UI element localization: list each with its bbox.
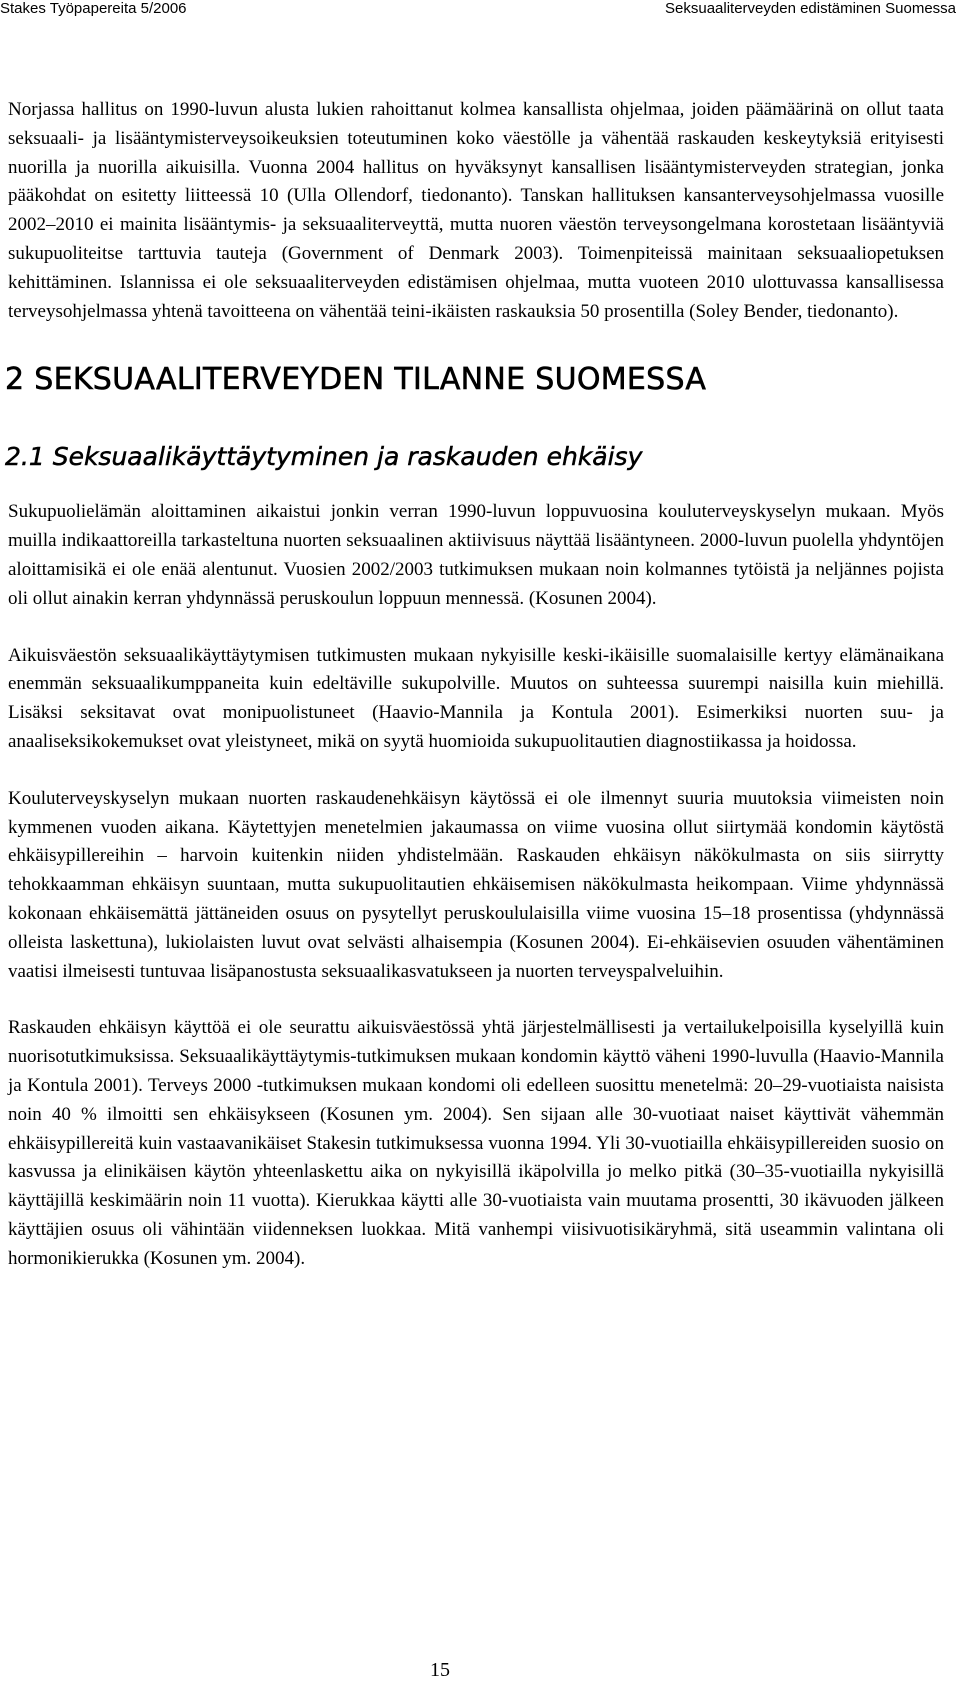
paragraph-adult-contraception: Raskauden ehkäisyn käyttöä ei ole seurattu aikuisväestössä yhtä järjestelmällisesti ja vertailukelpoisilla kyselyillä kuin nuorisotutkimuksissa. Seksuaalikäyttäytymis-tutkimuksen mukaan kondomin käyttö väheni 1990-luvulla (Haavio-Mannila ja Kontula 2001). Terveys 2000 -tutkimuksen mukaan kondomi oli edelleen suosittu menetelmä: 20–29-vuotiaista naisista noin 40 % ilmoitti sen ehkäisykseen (Kosunen ym. 2004). Sen sijaan alle 30-vuotiaat naiset käyttivät vähemmän ehkäisypillereitä kuin vastaavanikäiset Stakesin tutkimuksessa vuonna 1994. Yli 30-vuotiailla ehkäisypillereiden suosio on kasvussa ja elinikäisen käytön yhteenlaskettu aika on nykyisillä ikäpolvilla jo melko pitkä (30–35-vuotiailla nykyisillä käyttäjillä keskimäärin noin 11 vuotta). Kierukkaa käytti alle 30-vuotiaista vain muutama prosentti, 30 ikävuoden jälkeen käyttäjien osuus oli vähintään viidenneksen luokkaa. Mitä vanhempi viisivuotisikäryhmä, sitä useammin valintana oli hormonikierukka (Kosunen ym. 2004). bbox=[8, 1017, 944, 1269]
header-document-title: Seksuaaliterveyden edistäminen Suomessa bbox=[665, 0, 956, 17]
running-header bbox=[0, 0, 960, 30]
section-heading: 2.1 Seksuaalikäyttäytyminen ja raskauden ehkäisy bbox=[5, 442, 643, 472]
paragraph-adult-behaviour: Aikuisväestön seksuaalikäyttäytymisen tutkimusten mukaan nykyisille keski-ikäisille suomalaisille kertyy elämänaikana enemmän seksuaalikumppaneita kuin edeltäville sukupolville. Muutos on suhteessa suurempi naisilla kuin miehillä. Lisäksi seksitavat ovat monipuolistuneet (Haavio-Mannila ja Kontula 2001). Esimerkiksi nuorten suu- ja anaaliseksikokemukset ovat yleistyneet, mikä on syytä huomioida sukupuolitautien diagnostiikassa ja hoidossa. bbox=[8, 644, 944, 752]
chapter-heading: 2 SEKSUAALITERVEYDEN TILANNE SUOMESSA bbox=[5, 362, 707, 398]
page-number: 15 bbox=[430, 1659, 450, 1681]
header-publication-series: Stakes Työpapereita 5/2006 bbox=[0, 0, 187, 17]
paragraph-youth-contraception: Kouluterveyskyselyn mukaan nuorten raskaudenehkäisyn käytössä ei ole ilmennyt suuria muutoksia viimeisten noin kymmenen vuoden aikana. Käytettyjen menetelmien jakaumassa on viime vuosina ollut siirtymää kondomin käytöstä ehkäisypillereihin – harvoin kuitenkin niiden yhdistelmään. Raskauden ehkäisyn näkökulmasta on siis siirrytty tehokkaamman ehkäisyn suuntaan, mutta sukupuolitautien ehkäisemisen näkökulmasta heikompaan. Viime yhdynnässä kokonaan ehkäisemättä jättäneiden osuus on pysytellyt peruskoululaisilla viime vuosina 15–18 prosentissa (yhdynnässä olleista laskettuna), lukiolaisten luvut ovat selvästi alhaisempia (Kosunen 2004). Ei-ehkäisevien osuuden vähentäminen vaatisi ilmeisesti tuntuvaa lisäpanostusta seksuaalikasvatukseen ja nuorten terveyspalveluihin. bbox=[8, 787, 944, 982]
body-content bbox=[5, 96, 944, 1302]
paragraph-nordic-programs: Norjassa hallitus on 1990-luvun alusta lukien rahoittanut kolmea kansallista ohjelmaa, joiden päämäärinä on ollut taata seksuaali- ja lisääntymisterveysoikeuksien toteutuminen koko väestölle ja vähentää raskauden keskeytyksiä erityisesti nuorilla ja nuorilla aikuisilla. Vuonna 2004 hallitus on hyväksynyt kansallisen lisääntymisterveyden strategian, jonka pääkohdat on esitetty liitteessä 10 (Ulla Ollendorf, tiedonanto). Tanskan hallituksen kansanterveysohjelmassa vuosille 2002–2010 ei mainita lisääntymis- ja seksuaaliterveyttä, mutta nuoren väestön terveysongelmana korostetaan lisääntyviä sukupuoliteitse tarttuvia tauteja (Government of Denmark 2003). Toimenpiteissä mainitaan seksuaaliopetuksen kehittäminen. Islannissa ei ole seksuaaliterveyden edistämisen ohjelmaa, mutta vuoteen 2010 ulottuvassa kansallisessa terveysohjelmassa yhtenä tavoitteena on vähentää teini-ikäisten raskauksia 50 prosentilla (Soley Bender, tiedonanto). bbox=[8, 99, 944, 322]
paragraph-sexual-debut: Sukupuolielämän aloittaminen aikaistui jonkin verran 1990-luvun loppuvuosina kouluterveyskyselyn mukaan. Myös muilla indikaattoreilla tarkasteltuna nuorten seksuaalinen aktiivisuus näyttää lisääntyneen. 2000-luvun puolella yhdyntöjen aloittamisikä ei ole enää alentunut. Vuosien 2002/2003 tutkimuksen mukaan noin kolmannes tytöistä ja neljännes pojista oli ollut ainakin kerran yhdynnässä peruskoulun loppuun mennessä. (Kosunen 2004). bbox=[8, 501, 944, 609]
